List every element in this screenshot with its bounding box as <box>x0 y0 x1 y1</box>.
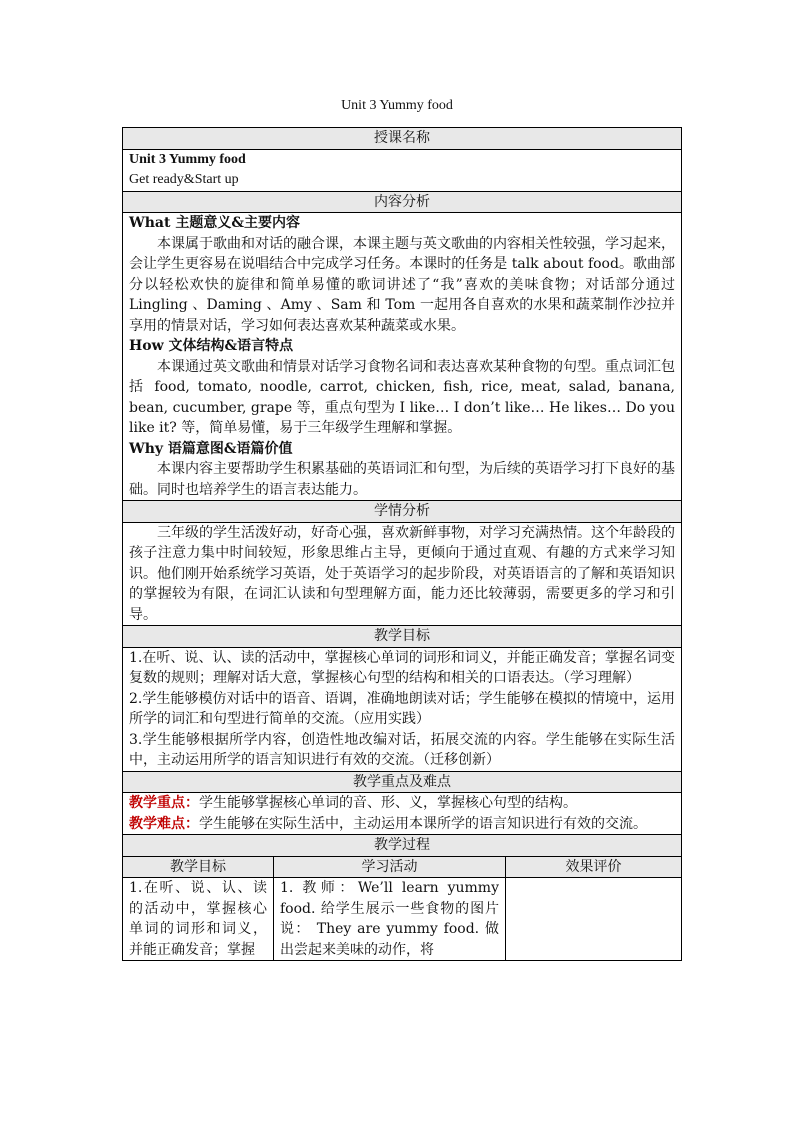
goal-1: 1.在听、说、认、读的活动中，掌握核心单词的词形和词义，并能正确发音；掌握名词变复数的规则；理解对话大意，掌握核心句型的结构和相关的口语表达。（学习理解） <box>129 649 675 686</box>
row-content-header <box>123 191 682 213</box>
student-analysis-header: 学情分析 <box>123 501 682 523</box>
process-evaluation-cell <box>506 878 682 961</box>
what-body: 本课属于歌曲和对话的融合课，本课主题与英文歌曲的内容相关性较强，学习起来，会让学生更容易在说唱结合中完成学习任务。本课时的任务是 talk about food。歌曲部分以轻松欢快的旋律和简单易懂的歌词讲述了“我”喜欢的美味食物；对话部分通过 Lingling 、Daming 、Amy 、Sam 和 Tom 一起用各自喜欢的水果和蔬菜制作沙拉并享用的情景对话，学习如何表达喜欢某种蔬菜或水果。 <box>129 235 675 334</box>
process-activity-cell <box>274 878 506 961</box>
row-process-header <box>123 835 682 857</box>
teaching-goals-header: 教学目标 <box>123 626 682 648</box>
why-title: Why 语篇意图&语篇价值 <box>129 440 293 457</box>
content-analysis-header: 内容分析 <box>123 191 682 213</box>
column-header-activity: 学习活动 <box>274 856 506 878</box>
column-header-goal: 教学目标 <box>123 856 274 878</box>
row-process-1 <box>123 878 682 961</box>
why-body: 本课内容主要帮助学生积累基础的英语词汇和句型，为后续的英语学习打下良好的基础。同时也培养学生的语言表达能力。 <box>129 461 675 498</box>
key-points-header: 教学重点及难点 <box>123 771 682 793</box>
goal-3: 3.学生能够根据所学内容，创造性地改编对话，拓展交流的内容。学生能够在实际生活中，主动运用所学的语言知识进行有效的交流。（迁移创新） <box>129 731 675 768</box>
row-process-columns <box>123 856 682 878</box>
column-header-evaluation: 效果评价 <box>506 856 682 878</box>
key-point-text: 学生能够掌握核心单词的音、形、义，掌握核心句型的结构。 <box>199 795 577 811</box>
row-student <box>123 522 682 626</box>
row-goals-header <box>123 626 682 648</box>
process-evaluation-text <box>512 878 675 960</box>
row-student-header <box>123 501 682 523</box>
course-name-header: 授课名称 <box>123 128 682 150</box>
what-title: What 主题意义&主要内容 <box>129 215 300 231</box>
teaching-goals-cell <box>123 647 682 771</box>
process-activity-text: 1. 教师：We’ll learn yummy food. 给学生展示一些食物的图片说： They are yummy food. 做出尝起来美味的动作，将 <box>280 880 499 958</box>
key-point-label: 教学重点： <box>129 795 199 811</box>
course-name-cell <box>123 149 682 191</box>
row-course-name-header <box>123 128 682 150</box>
student-analysis-cell <box>123 522 682 626</box>
student-analysis-body: 三年级的学生活泼好动，好奇心强，喜欢新鲜事物，对学习充满热情。这个年龄段的孩子注意力集中时间较短，形象思维占主导，更倾向于通过直观、有趣的方式来学习知识。他们刚开始系统学习英语，处于英语学习的起步阶段，对英语语言的了解和英语知识的掌握较为有限，在词汇认读和句型理解方面，能力还比较薄弱，需要更多的学习和引导。 <box>129 524 675 623</box>
difficult-point-label: 教学难点： <box>129 815 199 832</box>
process-goal-cell <box>123 878 274 961</box>
difficult-point-text: 学生能够在实际生活中，主动运用本课所学的语言知识进行有效的交流。 <box>199 815 647 832</box>
row-content <box>123 213 682 501</box>
content-analysis-cell <box>123 213 682 501</box>
row-key-header <box>123 771 682 793</box>
row-course-name <box>123 149 682 191</box>
how-title: How 文体结构&语言特点 <box>129 338 294 354</box>
key-point <box>129 793 675 814</box>
difficult-point <box>129 814 675 835</box>
goal-2: 2.学生能够模仿对话中的语音、语调，准确地朗读对话；学生能够在模拟的情境中，运用所学的词汇和句型进行简单的交流。（应用实践） <box>129 690 675 727</box>
row-key <box>123 793 682 835</box>
row-goals <box>123 647 682 771</box>
lesson-plan-table <box>122 127 682 961</box>
document-title: Unit 3 Yummy food <box>341 98 453 113</box>
course-subtitle: Get ready&Start up <box>129 172 239 187</box>
teaching-process-header: 教学过程 <box>123 835 682 857</box>
key-points-cell <box>123 793 682 835</box>
how-body: 本课通过英文歌曲和情景对话学习食物名词和表达喜欢某种食物的句型。重点词汇包括 food, tomato, noodle, carrot, chicken, fish, rice, meat, salad, banana, bean, cucumber, grape 等，重点句型为 I like… I don’t like… He likes… Do you like it? 等，简单易懂，易于三年级学生理解和掌握。 <box>129 358 675 436</box>
process-goal-text: 1.在听、说、认、读的活动中，掌握核心单词的词形和词义，并能正确发音；掌握 <box>129 880 267 958</box>
course-name: Unit 3 Yummy food <box>129 151 246 167</box>
